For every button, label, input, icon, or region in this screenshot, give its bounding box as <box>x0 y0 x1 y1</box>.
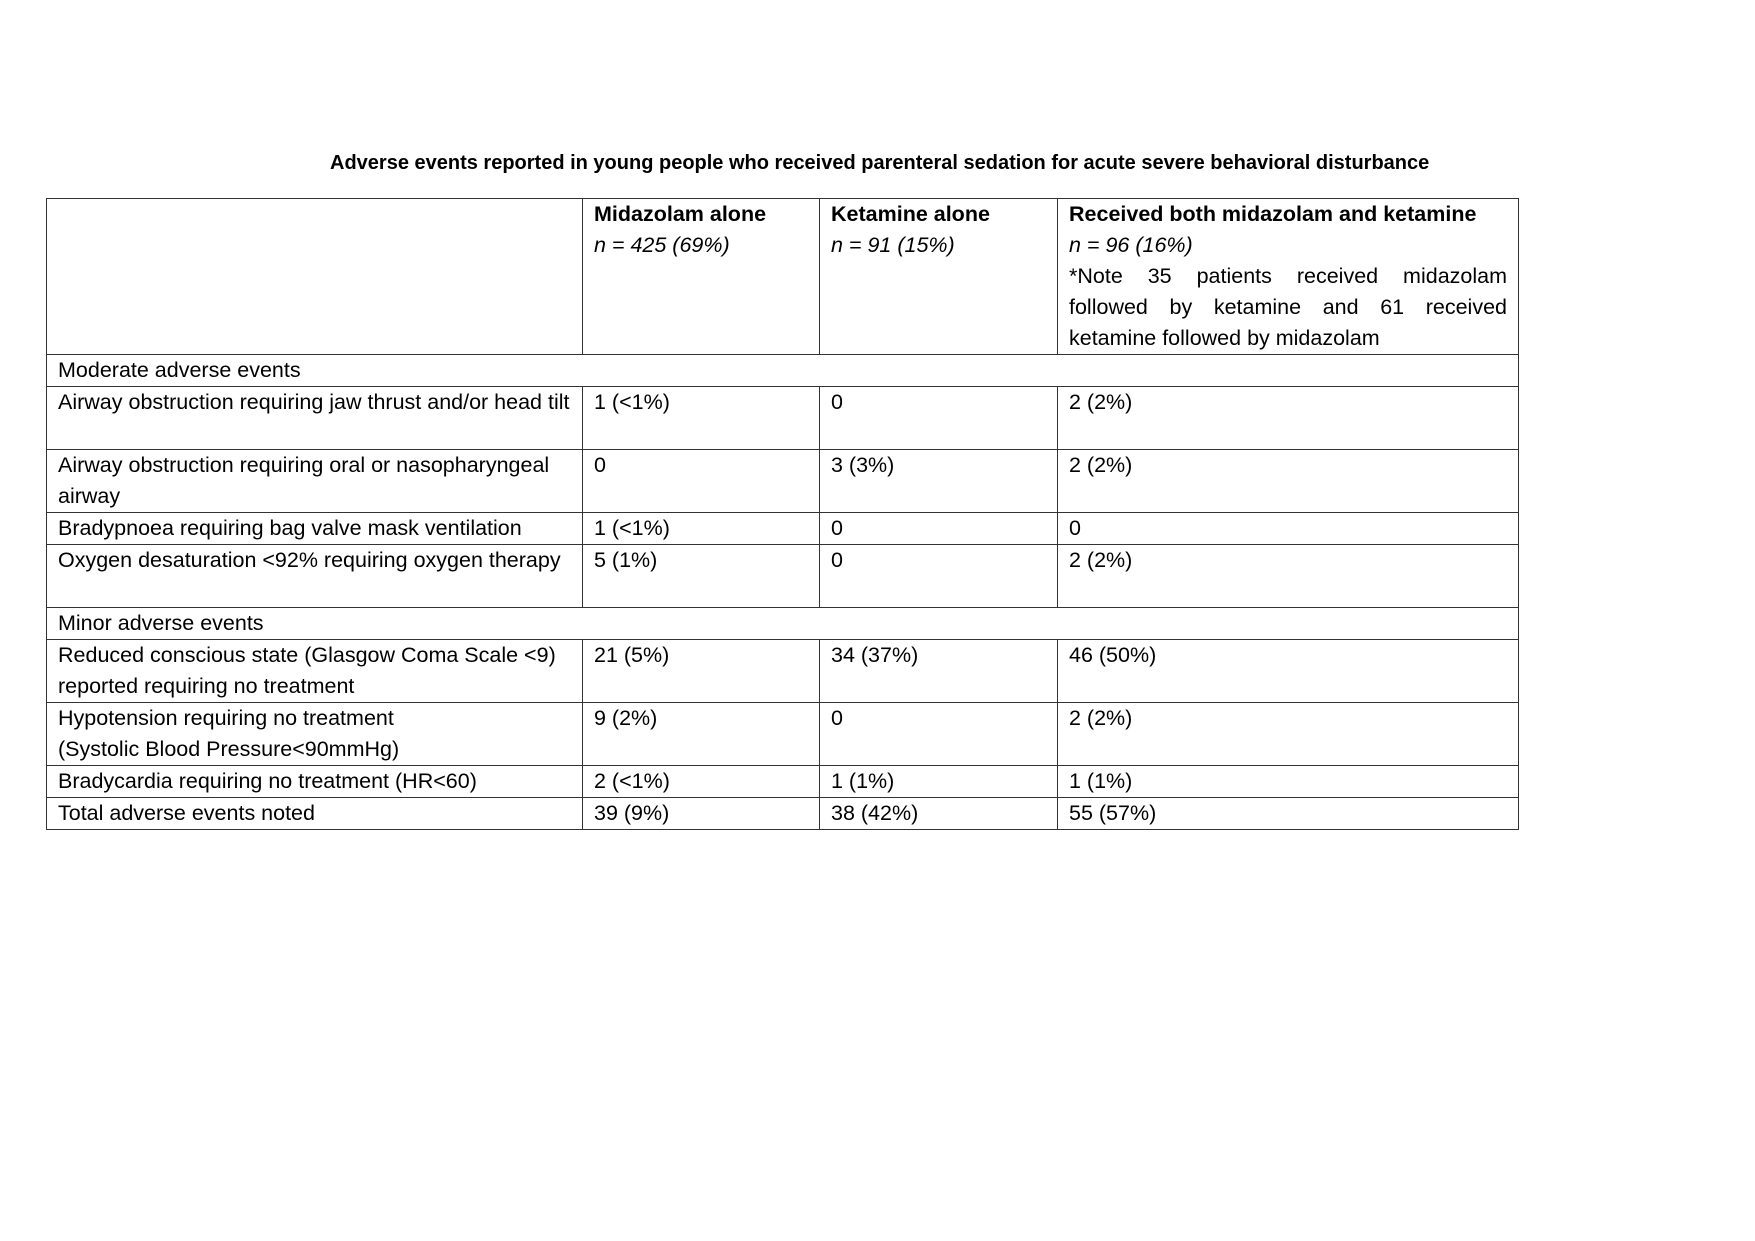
row-label: Airway obstruction requiring jaw thrust and/or head tilt <box>47 387 583 450</box>
cell-both: 0 <box>1058 513 1519 545</box>
cell-ketamine: 34 (37%) <box>820 640 1058 703</box>
section-heading: Moderate adverse events <box>47 355 1519 387</box>
table-row <box>47 640 1519 703</box>
table-row <box>47 703 1519 766</box>
row-label: Bradypnoea requiring bag valve mask ventilation <box>47 513 583 545</box>
row-label-line: Hypotension requiring no treatment <box>58 706 394 730</box>
cell-both: 2 (2%) <box>1058 545 1519 608</box>
cell-both: 46 (50%) <box>1058 640 1519 703</box>
row-label-line: (Systolic Blood Pressure<90mmHg) <box>58 737 400 761</box>
cell-both: 2 (2%) <box>1058 387 1519 450</box>
cell-both: 2 (2%) <box>1058 703 1519 766</box>
table-row <box>47 766 1519 798</box>
cell-midazolam: 21 (5%) <box>583 640 820 703</box>
cell-ketamine: 0 <box>820 387 1058 450</box>
row-label: Oxygen desaturation <92% requiring oxygen therapy <box>47 545 583 608</box>
cell-midazolam: 5 (1%) <box>583 545 820 608</box>
cell-ketamine: 0 <box>820 545 1058 608</box>
column-name: Midazolam alone <box>594 202 767 226</box>
cell-midazolam: 1 (<1%) <box>583 513 820 545</box>
header-cell-both <box>1058 199 1519 355</box>
header-cell-empty <box>47 199 583 355</box>
row-label <box>47 703 583 766</box>
cell-ketamine: 1 (1%) <box>820 766 1058 798</box>
table-row <box>47 545 1519 608</box>
column-n: n = 96 (16%) <box>1069 233 1193 257</box>
adverse-events-table <box>46 198 1519 830</box>
cell-ketamine: 0 <box>820 703 1058 766</box>
cell-midazolam: 1 (<1%) <box>583 387 820 450</box>
table-title: Adverse events reported in young people who received parenteral sedation for acute severe behavioral disturbance <box>330 152 1430 174</box>
section-row <box>47 608 1519 640</box>
row-label: Airway obstruction requiring oral or nasopharyngeal airway <box>47 450 583 513</box>
column-n: n = 91 (15%) <box>831 233 955 257</box>
cell-midazolam: 2 (<1%) <box>583 766 820 798</box>
column-n: n = 425 (69%) <box>594 233 730 257</box>
column-name: Ketamine alone <box>831 202 990 226</box>
table-row <box>47 450 1519 513</box>
cell-midazolam: 39 (9%) <box>583 798 820 830</box>
cell-both: 2 (2%) <box>1058 450 1519 513</box>
table-row <box>47 387 1519 450</box>
cell-ketamine: 0 <box>820 513 1058 545</box>
header-cell-midazolam <box>583 199 820 355</box>
cell-both: 55 (57%) <box>1058 798 1519 830</box>
header-cell-ketamine <box>820 199 1058 355</box>
column-note: *Note 35 patients received midazolam followed by ketamine and 61 received ketamine followed by midazolam <box>1069 264 1507 350</box>
column-name: Received both midazolam and ketamine <box>1069 202 1477 226</box>
cell-both: 1 (1%) <box>1058 766 1519 798</box>
cell-ketamine: 3 (3%) <box>820 450 1058 513</box>
row-label: Total adverse events noted <box>47 798 583 830</box>
table-row <box>47 513 1519 545</box>
section-row <box>47 355 1519 387</box>
table-header-row <box>47 199 1519 355</box>
cell-midazolam: 9 (2%) <box>583 703 820 766</box>
row-label: Bradycardia requiring no treatment (HR<60) <box>47 766 583 798</box>
row-label: Reduced conscious state (Glasgow Coma Scale <9) reported requiring no treatment <box>47 640 583 703</box>
section-heading: Minor adverse events <box>47 608 1519 640</box>
cell-midazolam: 0 <box>583 450 820 513</box>
table-row <box>47 798 1519 830</box>
cell-ketamine: 38 (42%) <box>820 798 1058 830</box>
